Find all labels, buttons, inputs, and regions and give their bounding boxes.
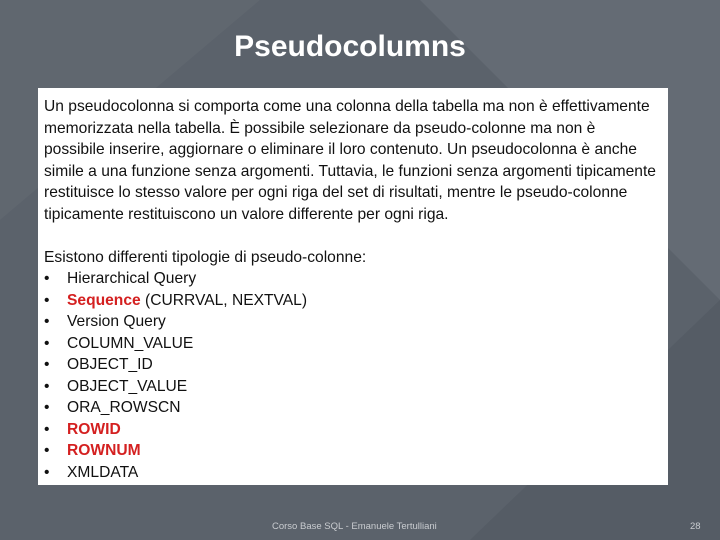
list-item-label: Hierarchical Query: [67, 270, 197, 287]
bullet-icon: •: [44, 377, 50, 395]
bullet-icon: •: [44, 356, 50, 373]
title-container: [0, 30, 700, 64]
footer-text: Corso Base SQL - Emanuele Tertulliani: [272, 521, 437, 532]
list-item-suffix: (CURRVAL, NEXTVAL): [140, 291, 308, 309]
list-intro: Esistono differenti tipologie di pseudo-colonne:: [44, 248, 367, 266]
content-box: [38, 88, 668, 485]
list-item: [44, 440, 660, 462]
list-item-label: OBJECT_VALUE: [67, 377, 188, 395]
intro-paragraph: Un pseudocolonna si comporta come una colonna della tabella ma non è effettivamente memorizzata nella tabella. È possibile selezionare da pseudo-colonne ma non è possibile inserire, aggiornare o eliminare il loro contenuto. Un pseudocolonna è anche simile a una funzione senza argomenti. Tuttavia, le funzioni senza argomenti tipicamente restituisce lo stesso valore per ogni riga del set di risultati, mentre le pseudo-colonne tipicamente restituiscono un valore differente per ogni riga.: [44, 98, 656, 223]
list-item-label: XMLDATA: [67, 463, 139, 481]
list-item-label: OBJECT_ID: [67, 356, 153, 373]
list-item: [44, 376, 660, 398]
list-item: [44, 290, 660, 312]
bullet-icon: •: [44, 334, 50, 352]
bullet-icon: •: [44, 399, 50, 416]
list-item-highlight: ROWNUM: [67, 442, 141, 459]
list-item-label: COLUMN_VALUE: [67, 334, 194, 352]
list-item: [44, 397, 660, 419]
bullet-icon: •: [44, 442, 50, 459]
list-item-label: Version Query: [67, 313, 166, 330]
pseudocolumn-list: [44, 268, 660, 483]
list-item: [44, 333, 660, 355]
bullet-icon: •: [44, 313, 50, 330]
page-number: 28: [690, 521, 701, 532]
list-item: [44, 354, 660, 376]
list-item-label: ORA_ROWSCN: [67, 399, 181, 416]
bullet-icon: •: [44, 270, 50, 287]
bullet-icon: •: [44, 463, 50, 481]
slide-title: Pseudocolumns: [234, 30, 466, 63]
list-item: [44, 268, 660, 290]
paragraph-spacer: [44, 225, 660, 247]
list-item: [44, 311, 660, 333]
list-item: [44, 419, 660, 441]
list-item-highlight: Sequence: [67, 291, 141, 309]
footer: [0, 521, 720, 535]
list-item-highlight: ROWID: [67, 420, 121, 438]
list-item: [44, 462, 660, 484]
bullet-icon: •: [44, 291, 50, 309]
bullet-icon: •: [44, 420, 50, 438]
